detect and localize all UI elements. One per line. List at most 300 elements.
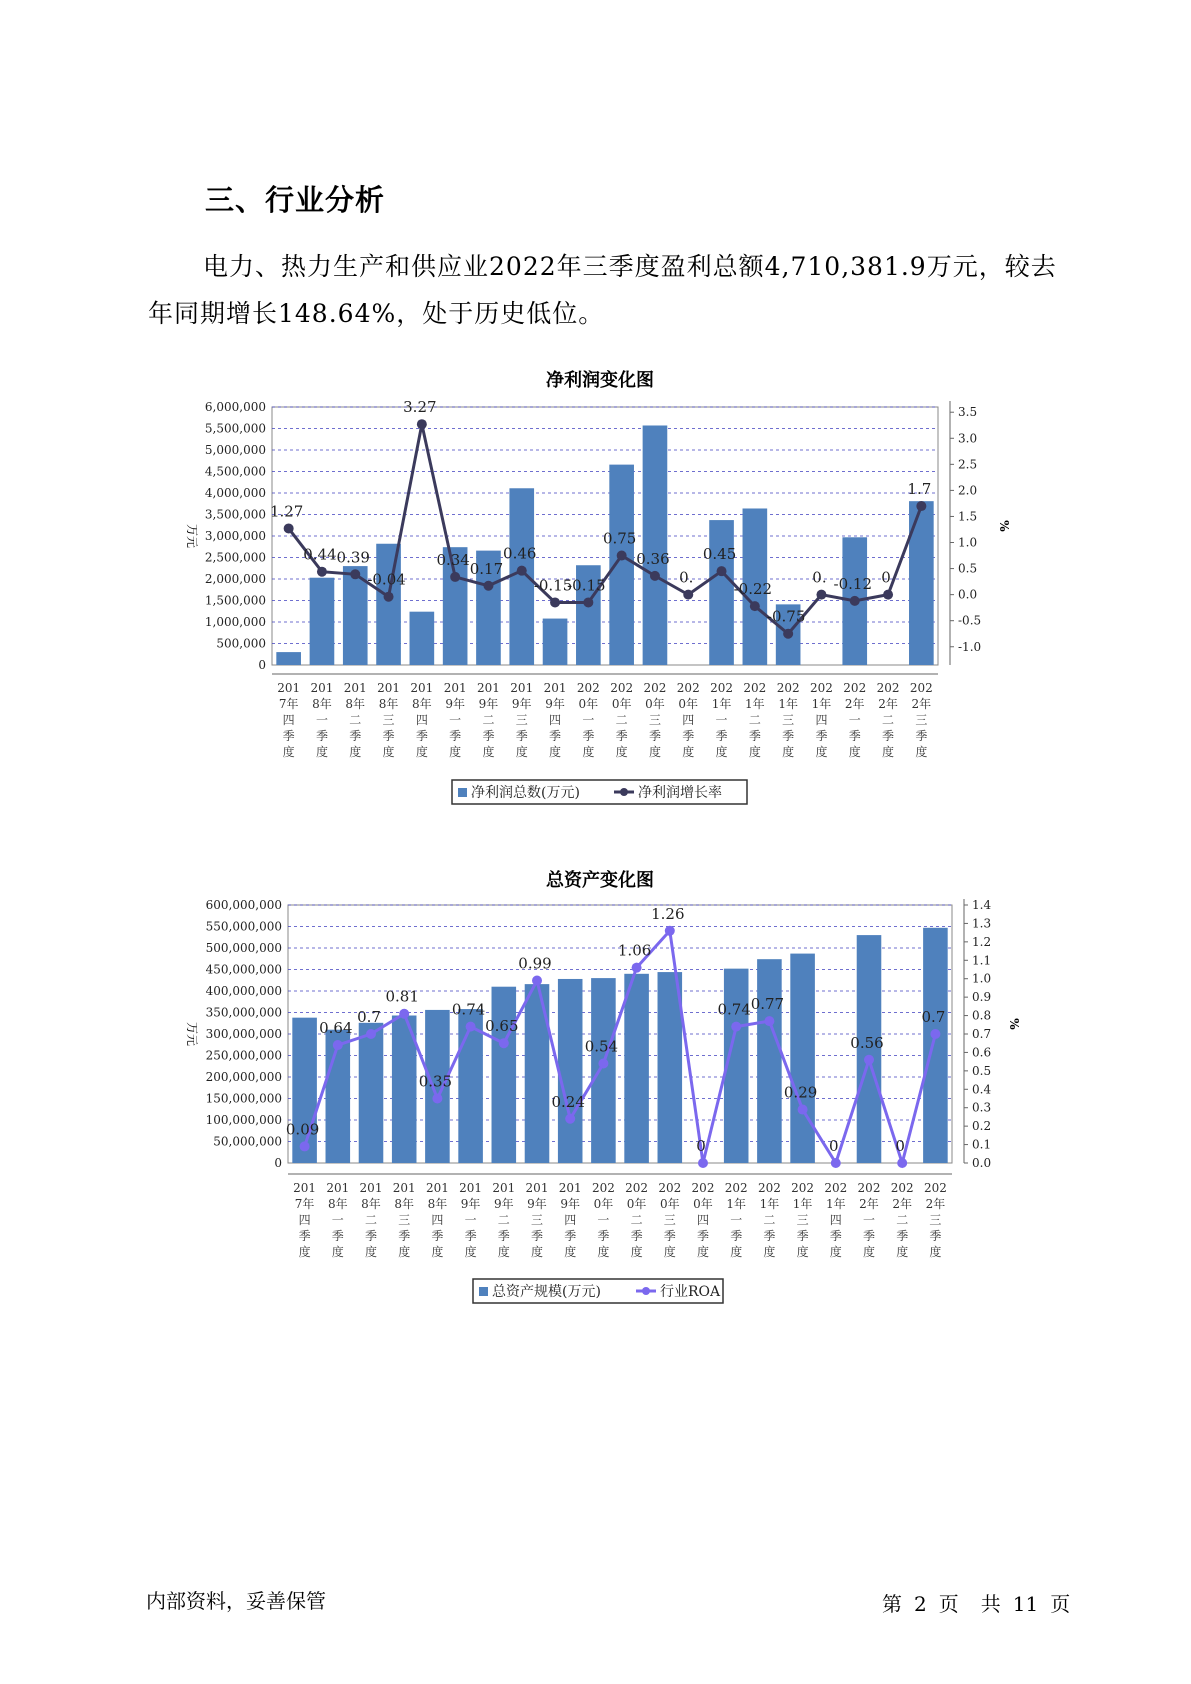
total-assets-chart-title: 总资产变化图 (546, 870, 654, 891)
x-tick-label: 季 (530, 1229, 544, 1243)
y-right-tick-label: 1.1 (972, 953, 992, 968)
y-left-tick-label: 6,000,000 (204, 400, 266, 414)
x-tick-label: 三 (915, 713, 928, 727)
x-tick-label: 202 (857, 1181, 881, 1195)
x-tick-label: 201 (326, 1181, 350, 1195)
section-title: 三、行业分析 (205, 183, 386, 217)
y-right-tick-label: 0.9 (972, 990, 992, 1005)
x-tick-label: 一 (331, 1213, 344, 1227)
line-point (764, 1016, 774, 1026)
data-label: 3.27 (403, 398, 437, 417)
line-point (632, 963, 642, 973)
x-tick-label: 2年 (878, 697, 898, 711)
line-point (399, 1009, 409, 1019)
x-tick-label: 四 (549, 713, 562, 727)
x-tick-label: 二 (896, 1213, 909, 1227)
data-label: 0.09 (285, 1120, 320, 1139)
data-label: 0.35 (418, 1072, 453, 1091)
x-tick-label: 8年 (361, 1197, 381, 1211)
line-point (930, 1029, 940, 1039)
x-tick-label: 9年 (511, 697, 532, 711)
x-tick-label: 202 (909, 681, 933, 695)
data-label: -0.75 (766, 607, 806, 626)
bar (359, 1023, 384, 1163)
line-point (333, 1040, 343, 1050)
bar (790, 954, 815, 1163)
x-tick-label: 季 (549, 729, 562, 743)
x-tick-label: 度 (715, 745, 728, 759)
x-tick-label: 201 (476, 681, 500, 695)
total-assets-chart (0, 895, 1191, 1345)
data-label: -0.04 (367, 570, 406, 589)
data-label: 0.65 (485, 1017, 519, 1036)
x-tick-label: 一 (464, 1213, 477, 1227)
line-point (317, 567, 327, 577)
x-tick-label: 一 (315, 713, 328, 727)
y-left-tick-label: 500,000,000 (205, 941, 282, 955)
data-label: 1.7 (907, 480, 932, 499)
y-left-tick-label: 0 (258, 658, 266, 672)
line-point (750, 601, 760, 611)
y-left-tick-label: 600,000,000 (205, 898, 282, 912)
x-tick-label: 二 (349, 713, 362, 727)
y-left-tick-label: 5,000,000 (204, 443, 266, 457)
line-point (850, 596, 860, 606)
summary-paragraph: 电力、热力生产和供应业2022年三季度盈利总额4,710,381.9万元，较去年同期增长148.64%，处于历史低位。 (148, 252, 1057, 328)
x-tick-label: 8年 (327, 1197, 348, 1211)
x-tick-label: 三 (648, 713, 661, 727)
x-tick-label: 季 (763, 1229, 776, 1243)
y-right-tick-label: -0.5 (958, 613, 982, 628)
line-point (816, 590, 826, 600)
line-point (665, 926, 675, 936)
y-left-tick-label: 500,000 (216, 636, 266, 651)
x-tick-label: 度 (449, 745, 462, 759)
x-tick-label: 季 (730, 1229, 743, 1243)
x-tick-label: 度 (382, 745, 395, 759)
bar (558, 979, 583, 1163)
x-tick-label: 201 (377, 681, 401, 695)
x-tick-label: 季 (929, 1229, 942, 1243)
legend-bar-swatch (479, 1287, 488, 1296)
data-label: 0.29 (783, 1083, 818, 1102)
total-pages: 11 (1012, 1592, 1039, 1616)
x-tick-label: 201 (459, 1181, 483, 1195)
x-tick-label: 一 (715, 713, 728, 727)
y-right-tick-label: 0.7 (972, 1027, 992, 1041)
x-tick-label: 度 (748, 745, 761, 759)
x-tick-label: 度 (730, 1245, 743, 1259)
line-point (366, 1029, 376, 1039)
x-tick-label: 202 (576, 681, 600, 695)
line-point (783, 629, 793, 639)
x-tick-label: 季 (630, 1229, 643, 1243)
x-tick-label: 度 (331, 1245, 344, 1259)
x-tick-label: 9年 (527, 1197, 547, 1211)
x-tick-label: 9年 (478, 697, 499, 711)
x-tick-label: 2年 (925, 1197, 946, 1211)
line-point (617, 551, 627, 561)
y-right-tick-label: 2.0 (958, 483, 978, 498)
y-right-tick-label: 1.3 (972, 916, 992, 931)
x-tick-label: 201 (293, 1181, 317, 1195)
y-right-tick-label: 0.2 (972, 1119, 992, 1134)
data-label: 0.36 (636, 549, 670, 568)
legend-line-label: 净利润增长率 (638, 785, 722, 801)
bar (276, 652, 301, 665)
x-tick-label: 度 (497, 1245, 510, 1259)
line-point (897, 1158, 907, 1168)
data-label: 0.75 (602, 529, 637, 548)
x-tick-label: 1年 (825, 1197, 846, 1211)
x-tick-label: 9年 (560, 1197, 581, 1211)
x-tick-label: 1年 (792, 1197, 813, 1211)
x-tick-label: 度 (597, 1245, 610, 1259)
net-profit-chart-title: 净利润变化图 (546, 370, 654, 391)
bar (376, 544, 401, 665)
y-left-tick-label: 4,500,000 (204, 464, 266, 479)
x-tick-label: 7年 (294, 1197, 315, 1211)
x-tick-label: 四 (564, 1213, 577, 1227)
data-label: 0 (696, 1137, 706, 1155)
x-tick-label: 202 (809, 681, 833, 695)
x-tick-label: 201 (410, 681, 434, 695)
x-tick-label: 四 (298, 1213, 311, 1227)
page-unit: 页 (938, 1592, 959, 1616)
x-tick-label: 三 (782, 713, 795, 727)
x-tick-label: 202 (791, 1181, 815, 1195)
data-label: 0.74 (717, 1000, 751, 1019)
x-tick-label: 度 (282, 745, 295, 759)
x-tick-label: 1年 (726, 1197, 747, 1211)
x-tick-label: 一 (862, 1213, 876, 1227)
x-tick-label: 8年 (412, 697, 432, 711)
x-tick-label: 度 (815, 745, 828, 759)
data-label: 0.64 (319, 1019, 353, 1038)
page-number: 2 (914, 1592, 927, 1616)
y-right-tick-label: 0.5 (958, 561, 978, 576)
x-tick-label: 8年 (378, 697, 399, 711)
x-tick-label: 201 (310, 681, 334, 695)
x-tick-label: 202 (676, 681, 700, 695)
line-point (698, 1158, 708, 1168)
line-point (831, 1158, 841, 1168)
y-right-tick-label: 0.6 (972, 1045, 992, 1060)
y-right-tick-label: 0.8 (972, 1008, 992, 1023)
x-tick-label: 度 (582, 745, 595, 759)
x-tick-label: 2年 (844, 697, 865, 711)
x-tick-label: 度 (615, 745, 628, 759)
x-tick-label: 季 (497, 1229, 510, 1243)
y-right-tick-label: 0.1 (972, 1137, 992, 1152)
bar (509, 488, 534, 665)
line-point (499, 1038, 509, 1048)
x-tick-label: 四 (282, 713, 295, 727)
legend-line-marker (620, 788, 628, 796)
x-tick-label: 四 (815, 713, 828, 727)
x-tick-label: 度 (882, 745, 895, 759)
x-tick-label: 202 (658, 1181, 682, 1195)
x-tick-label: 季 (882, 729, 895, 743)
x-tick-label: 季 (315, 729, 328, 743)
x-tick-label: 度 (782, 745, 795, 759)
line-point (717, 566, 727, 576)
x-tick-label: 202 (824, 1181, 848, 1195)
x-tick-label: 季 (449, 729, 462, 743)
data-label: 0.77 (750, 995, 785, 1014)
y-left-tick-label: 0 (274, 1156, 282, 1170)
x-tick-label: 0年 (678, 697, 699, 711)
bar (410, 612, 435, 665)
x-tick-label: 9年 (445, 697, 465, 711)
total-unit: 页 (1050, 1592, 1071, 1616)
y-right-tick-label: 0.0 (972, 1156, 992, 1170)
x-tick-label: 0年 (659, 1197, 680, 1211)
x-tick-label: 三 (382, 713, 395, 727)
x-tick-label: 度 (915, 745, 928, 759)
line-point (565, 1114, 575, 1124)
line-point (583, 597, 593, 607)
x-tick-label: 0年 (593, 1197, 614, 1211)
bar (609, 465, 634, 665)
y-right-tick-label: 3.0 (958, 431, 978, 446)
data-label: 0 (829, 1137, 839, 1155)
data-label: -0.15 (533, 576, 573, 595)
data-label: 1.26 (651, 904, 685, 923)
y-left-tick-label: 1,000,000 (204, 615, 266, 629)
x-tick-label: 季 (415, 729, 428, 743)
x-tick-label: 度 (848, 745, 861, 759)
data-label: 0.17 (469, 559, 504, 578)
x-tick-label: 度 (630, 1245, 643, 1259)
x-tick-label: 度 (398, 1245, 411, 1259)
x-tick-label: 一 (597, 1213, 610, 1227)
y-left-tick-label: 250,000,000 (205, 1048, 282, 1063)
x-tick-label: 2年 (892, 1197, 913, 1211)
x-tick-label: 二 (497, 1213, 510, 1227)
legend-bar-label: 净利润总数(万元) (471, 785, 580, 801)
x-tick-label: 201 (525, 1181, 549, 1195)
x-tick-label: 0年 (626, 1197, 647, 1211)
x-tick-label: 2年 (859, 1197, 879, 1211)
x-tick-label: 8年 (427, 1197, 448, 1211)
y-left-tick-label: 3,000,000 (204, 529, 266, 543)
x-tick-label: 2年 (911, 697, 932, 711)
data-label: 0.74 (451, 1000, 486, 1019)
legend-bar-swatch (458, 788, 467, 797)
y-right-tick-label: 1.0 (958, 535, 978, 550)
y-right-tick-label: 0.4 (972, 1082, 992, 1097)
y-left-tick-label: 350,000,000 (205, 1005, 282, 1020)
y-left-tick-label: 200,000,000 (205, 1070, 282, 1084)
x-tick-label: 度 (862, 1245, 876, 1259)
data-label: 0.54 (584, 1037, 619, 1056)
x-tick-label: 度 (763, 1245, 776, 1259)
x-tick-label: 度 (929, 1245, 942, 1259)
x-tick-label: 度 (663, 1245, 676, 1259)
x-tick-label: 201 (510, 681, 534, 695)
x-tick-label: 202 (610, 681, 634, 695)
x-tick-label: 季 (597, 1229, 610, 1243)
x-tick-label: 三 (929, 1213, 942, 1227)
x-tick-label: 二 (882, 713, 895, 727)
x-tick-label: 202 (625, 1181, 649, 1195)
x-tick-label: 202 (724, 1181, 748, 1195)
x-tick-label: 201 (425, 1181, 449, 1195)
x-tick-label: 202 (743, 681, 767, 695)
line-point (798, 1105, 808, 1115)
x-tick-label: 四 (431, 1213, 444, 1227)
y-right-axis-title: % (997, 520, 1011, 532)
x-tick-label: 季 (815, 729, 828, 743)
line-point (483, 581, 493, 591)
y-right-tick-label: 3.5 (958, 405, 978, 420)
line-point (864, 1055, 874, 1065)
x-tick-label: 二 (748, 713, 761, 727)
line-point (350, 569, 360, 579)
y-right-tick-label: 0.0 (958, 587, 978, 602)
data-label: 0 (881, 568, 891, 587)
x-tick-label: 1年 (778, 697, 798, 711)
y-right-tick-label: 0.5 (972, 1063, 992, 1078)
data-label: 0.39 (336, 548, 370, 567)
y-right-tick-label: 1.4 (972, 898, 992, 912)
x-tick-label: 度 (349, 745, 362, 759)
x-tick-label: 度 (530, 1245, 544, 1259)
x-tick-label: 度 (682, 745, 695, 759)
x-tick-label: 201 (443, 681, 467, 695)
legend-line-label: 行业ROA (660, 1284, 721, 1300)
x-tick-label: 202 (876, 681, 900, 695)
data-label: 0. (679, 568, 694, 587)
line-point (598, 1058, 608, 1068)
legend (473, 1279, 723, 1303)
x-tick-label: 9年 (460, 1197, 481, 1211)
x-tick-label: 201 (543, 681, 567, 695)
footer-confidential: 内部资料，妥善保管 (146, 1589, 326, 1613)
x-tick-label: 202 (691, 1181, 715, 1195)
x-tick-label: 季 (582, 729, 595, 743)
x-tick-label: 度 (829, 1245, 842, 1259)
x-tick-label: 度 (298, 1245, 311, 1259)
x-tick-label: 四 (682, 713, 695, 727)
legend-line-marker (642, 1287, 650, 1295)
x-tick-label: 季 (715, 729, 728, 743)
x-tick-label: 1年 (745, 697, 765, 711)
x-tick-label: 度 (564, 1245, 577, 1259)
x-tick-label: 202 (890, 1181, 914, 1195)
x-tick-label: 季 (431, 1229, 444, 1243)
line-point (300, 1141, 310, 1151)
x-tick-label: 季 (782, 729, 795, 743)
x-tick-label: 8年 (394, 1197, 415, 1211)
x-tick-label: 季 (298, 1229, 311, 1243)
data-label: -0.15 (567, 576, 606, 595)
line-point (650, 571, 660, 581)
data-label: 0.46 (503, 544, 537, 563)
line-point (916, 501, 926, 511)
bar (923, 928, 948, 1163)
x-tick-label: 季 (364, 1229, 378, 1243)
x-tick-label: 四 (696, 1213, 710, 1227)
x-tick-label: 202 (757, 1181, 781, 1195)
bar (543, 619, 568, 665)
y-left-tick-label: 1,500,000 (204, 593, 266, 608)
data-label: 0.24 (551, 1092, 585, 1111)
x-tick-label: 度 (415, 745, 428, 759)
data-label: 0. (812, 568, 827, 587)
line-point (517, 566, 527, 576)
x-tick-label: 三 (663, 1213, 676, 1227)
x-tick-label: 二 (482, 713, 495, 727)
y-right-tick-label: 1.5 (958, 509, 978, 524)
line-point (417, 419, 427, 429)
x-tick-label: 202 (710, 681, 734, 695)
x-tick-label: 度 (464, 1245, 477, 1259)
x-tick-label: 一 (848, 713, 861, 727)
x-tick-label: 8年 (312, 697, 332, 711)
y-left-tick-label: 4,000,000 (204, 486, 266, 500)
line-point (731, 1022, 741, 1032)
line-point (466, 1022, 476, 1032)
data-label: 0.45 (702, 545, 737, 564)
x-tick-label: 201 (392, 1181, 416, 1195)
x-tick-label: 季 (349, 729, 362, 743)
x-tick-label: 三 (515, 713, 528, 727)
x-tick-label: 8年 (345, 697, 366, 711)
x-tick-label: 季 (464, 1229, 477, 1243)
bar (292, 1018, 317, 1163)
data-label: 0.7 (357, 1008, 381, 1026)
footer-page-info (882, 1588, 1082, 1617)
x-tick-label: 201 (492, 1181, 516, 1195)
x-tick-label: 季 (382, 729, 395, 743)
y-left-axis-title: 万元 (185, 523, 199, 549)
data-label: 0.34 (436, 550, 470, 569)
line-point (432, 1094, 442, 1104)
y-right-tick-label: 2.5 (958, 457, 978, 472)
x-tick-label: 201 (558, 1181, 582, 1195)
x-tick-label: 季 (696, 1229, 710, 1243)
y-left-tick-label: 300,000,000 (205, 1027, 282, 1041)
x-tick-label: 季 (515, 729, 528, 743)
y-left-tick-label: 2,000,000 (204, 572, 266, 586)
x-tick-label: 度 (648, 745, 661, 759)
line-point (532, 976, 542, 986)
x-tick-label: 季 (748, 729, 761, 743)
x-tick-label: 季 (648, 729, 661, 743)
bar (643, 425, 668, 665)
x-tick-label: 季 (282, 729, 295, 743)
x-tick-label: 度 (364, 1245, 378, 1259)
bar (624, 974, 649, 1163)
x-tick-label: 季 (829, 1229, 842, 1243)
bar (757, 959, 782, 1163)
y-right-tick-label: 1.2 (972, 934, 992, 949)
y-right-tick-label: 1.0 (972, 971, 992, 986)
page-prefix: 第 (882, 1592, 902, 1616)
x-tick-label: 季 (398, 1229, 411, 1243)
bar (492, 987, 517, 1163)
x-tick-label: 度 (896, 1245, 909, 1259)
legend (452, 780, 747, 804)
y-left-tick-label: 3,500,000 (204, 507, 266, 522)
x-tick-label: 季 (915, 729, 928, 743)
y-left-axis-title: 万元 (185, 1021, 199, 1047)
data-label: 0.7 (921, 1008, 946, 1026)
x-tick-label: 度 (431, 1245, 444, 1259)
data-label: 0.56 (850, 1033, 884, 1052)
